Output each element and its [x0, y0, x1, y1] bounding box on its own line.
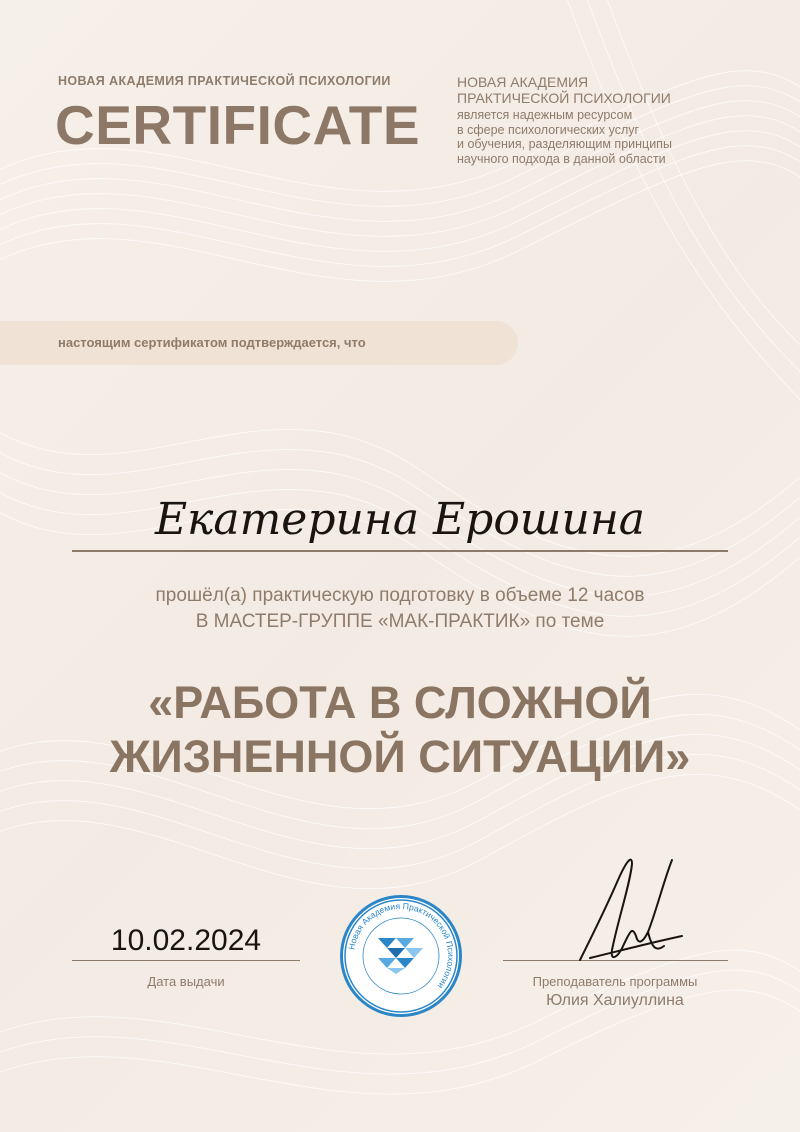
- teacher-name: Юлия Халиуллина: [546, 992, 684, 1009]
- signature-icon: [560, 840, 700, 980]
- course-description: [40, 583, 760, 635]
- seal-ring-text: Новая Академия Практической Психологии: [346, 900, 457, 991]
- course-theme-line2: ЖИЗНЕННОЙ СИТУАЦИИ»: [109, 731, 691, 782]
- recipient-underline: [72, 550, 728, 552]
- issue-date: 10.02.2024: [110, 924, 262, 957]
- issue-date-line: [72, 960, 300, 961]
- org-name-side: НОВАЯ АКАДЕМИЯ ПРАКТИЧЕСКОЙ ПСИХОЛОГИИ: [457, 74, 671, 106]
- issue-date-label: Дата выдачи: [147, 974, 225, 989]
- course-theme-line1: «РАБОТА В СЛОЖНОЙ: [148, 677, 652, 728]
- course-theme: [30, 676, 770, 784]
- course-description-line1: прошёл(а) практическую подготовку в объеме 12 часов: [155, 585, 645, 606]
- teacher-label: Преподаватель программы: [532, 974, 698, 989]
- academy-seal-icon: [338, 893, 464, 1019]
- org-description: является надежным ресурсом в сфере психологических услуг и обучения, разделяющим принципы научного подхода в данной области: [457, 108, 672, 166]
- certificate-title: CERTIFICATE: [55, 94, 421, 156]
- course-description-line2: В МАСТЕР-ГРУППЕ «МАК-ПРАКТИК» по теме: [195, 611, 605, 632]
- org-name-small: НОВАЯ АКАДЕМИЯ ПРАКТИЧЕСКОЙ ПСИХОЛОГИИ: [58, 74, 391, 88]
- confirm-text: настоящим сертификатом подтверждается, что: [58, 335, 366, 350]
- recipient-name: Екатерина Ерошина: [154, 494, 646, 545]
